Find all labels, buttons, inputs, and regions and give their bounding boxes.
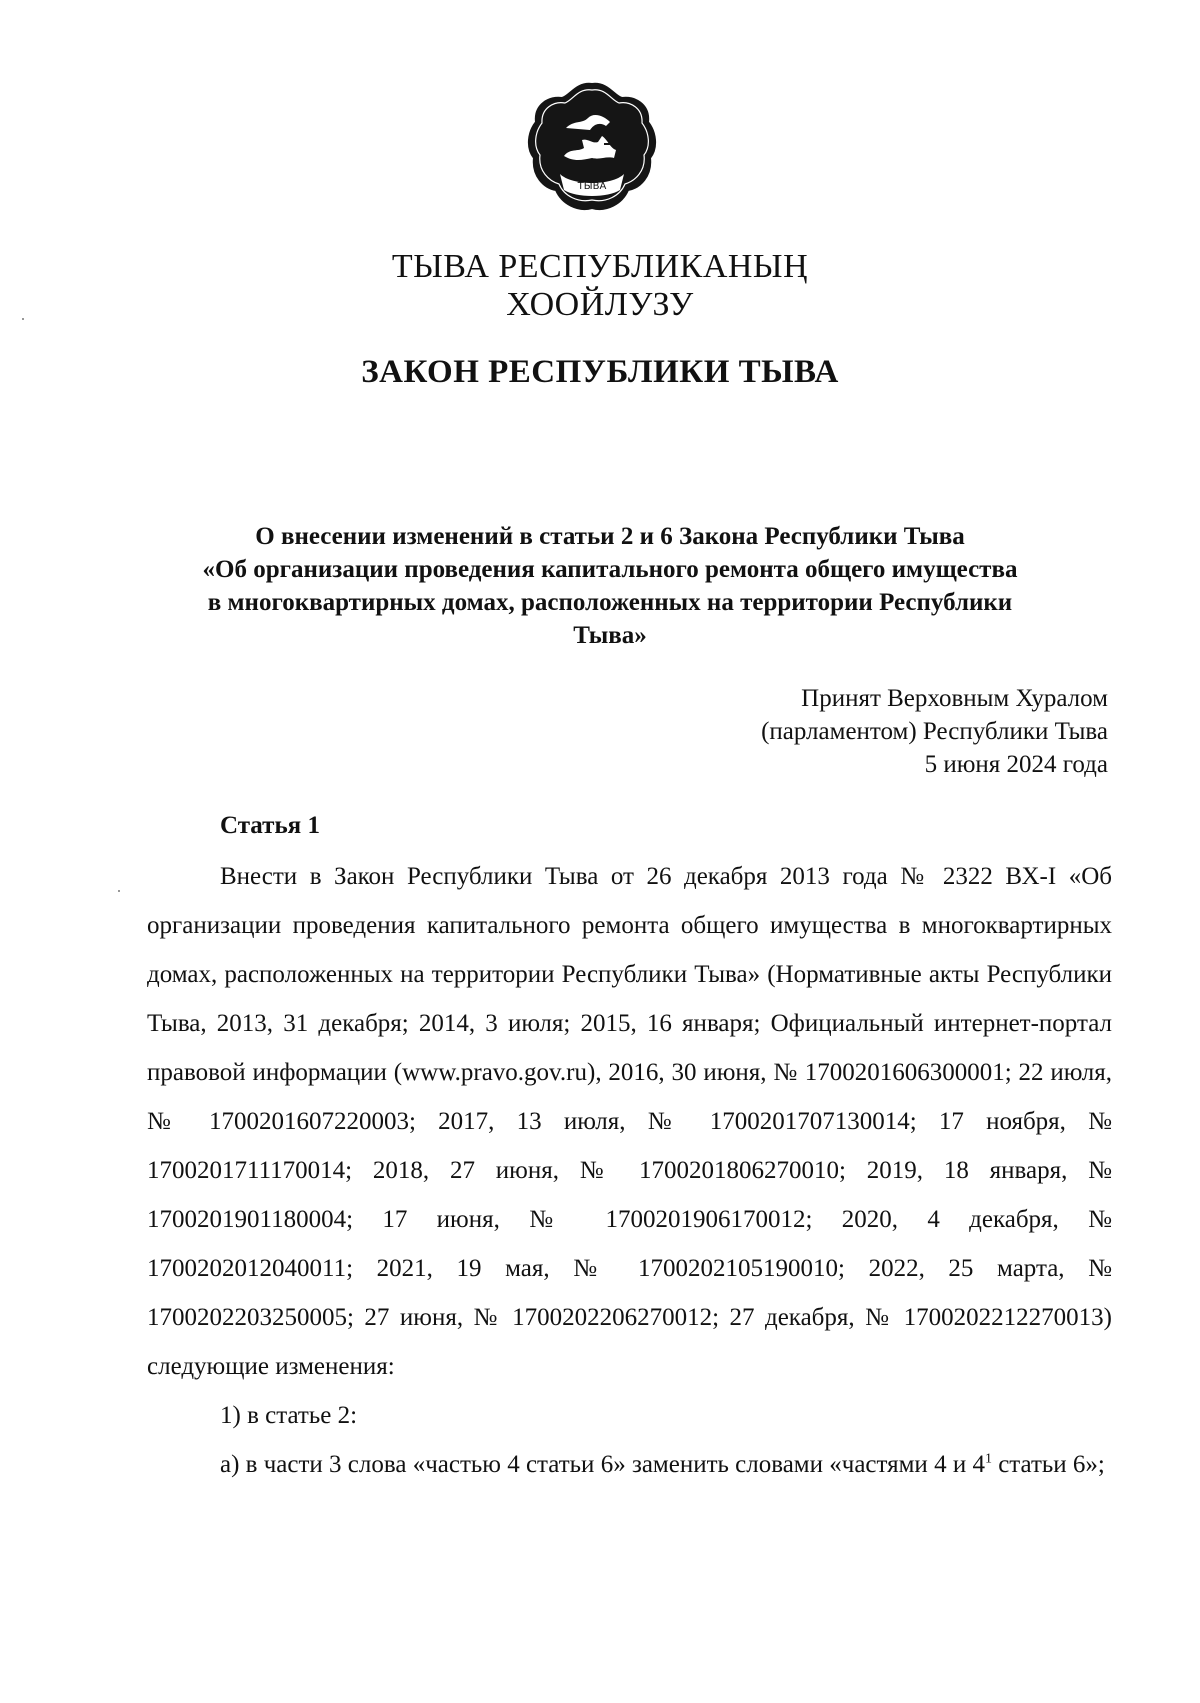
law-name-line1: О внесении изменений в статьи 2 и 6 Закона Республики Тыва [255,523,965,550]
adoption-line1: Принят Верховным Хуралом [801,685,1108,712]
tuva-coat-of-arms-icon [522,78,662,218]
article-item-1: 1) в статье 2: [220,1402,358,1429]
law-name [150,520,1070,652]
emblem-ribbon-text: ТЫВА [577,181,607,192]
article-item-a-tail: статьи 6»; [991,1451,1105,1478]
russian-title: ЗАКОН РЕСПУБЛИКИ ТЫВА [361,354,839,390]
article-item-a [147,1440,1112,1489]
article-heading: Статья 1 [220,812,320,839]
tuvan-title-line1: ТЫВА РЕСПУБЛИКАНЫҢ [391,248,809,285]
scan-speck [22,318,24,320]
adoption-date: 5 июня 2024 года [924,751,1108,778]
adoption-line2: (парламентом) Республики Тыва [761,718,1108,745]
tuvan-title [0,248,1200,324]
article-item-a-superscript: 1 [984,1451,992,1467]
tuvan-title-line2: ХООЙЛУЗУ [506,286,694,323]
article-paragraph-main: Внести в Закон Республики Тыва от 26 декабря 2013 года № 2322 ВХ-I «Об организации проведения капитального ремонта общего имущества в многоквартирных домах, расположенных на территории Республики Тыва» (Нормативные акты Республики Тыва, 2013, 31 декабря; 2014, 3 июля; 2015, 16 января; Официальный интернет-портал правовой информации (www.pravo.gov.ru), 2016, 30 июня, № 1700201606300001; 22 июля, № 1700201607220003; 2017, 13 июля, № 1700201707130014; 17 ноября, № 1700201711170014; 2018, 27 июня, № 1700201806270010; 2019, 18 января, № 1700201901180004; 17 июня, № 1700201906170012; 2020, 4 декабря, № 1700202012040011; 2021, 19 мая, № 1700202105190010; 2022, 25 марта, № 1700202203250005; 27 июня, № 1700202206270012; 27 декабря, № 1700202212270013) следующие изменения: [147,863,1112,1380]
adoption-block [761,682,1108,781]
article-item-a-text: а) в части 3 слова «частью 4 статьи 6» заменить словами «частями 4 и 4 [220,1451,985,1478]
scan-speck [118,890,120,892]
law-name-line2: «Об организации проведения капитального ремонта общего имущества [202,556,1018,583]
article-body [147,852,1112,1489]
law-name-line4: Тыва» [573,622,647,649]
law-name-line3: в многоквартирных домах, расположенных на территории Республики [207,589,1013,616]
